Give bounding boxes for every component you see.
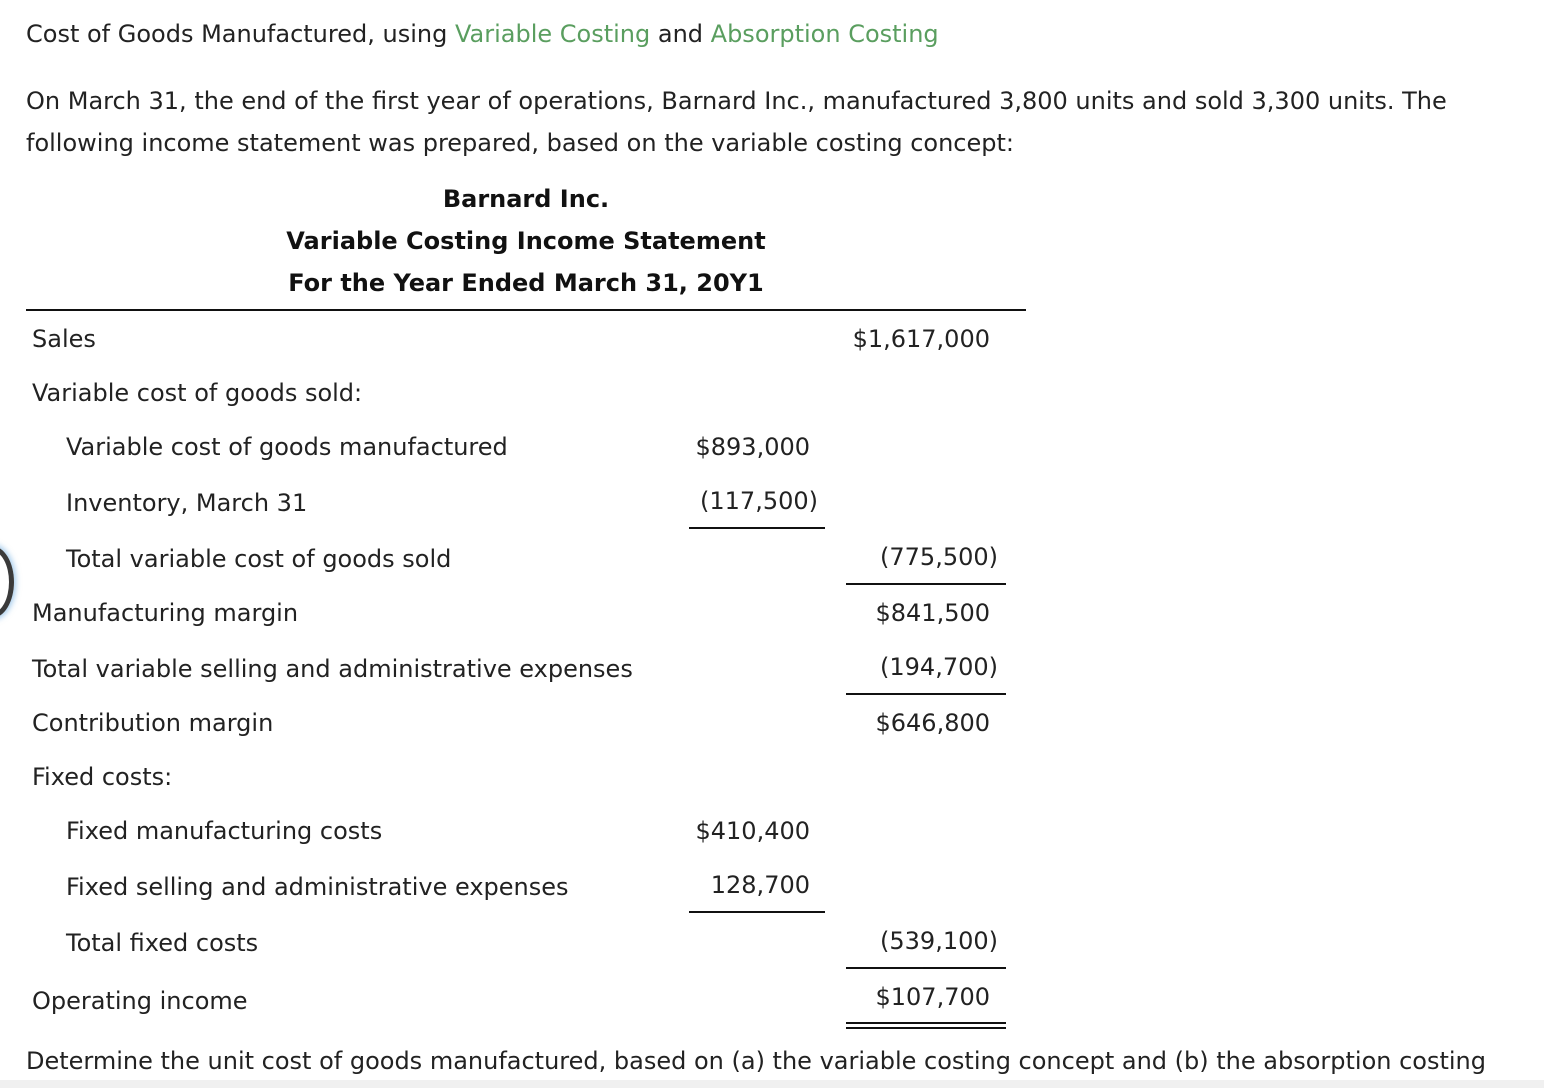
problem-title	[26, 17, 939, 51]
row-sales-label: Sales	[32, 325, 96, 353]
problem-intro: On March 31, the end of the first year of operations, Barnard Inc., manufactured 3,800 units and sold 3,300 units. The following income statement was prepared, based on the variable costing concept:	[26, 87, 1447, 157]
underline-total-vcogs	[846, 583, 1006, 585]
row-operating-income-amount: $107,700	[875, 983, 990, 1011]
title-prefix: Cost of Goods Manufactured, using	[26, 20, 455, 48]
row-vcogm-label: Variable cost of goods manufactured	[66, 433, 508, 461]
row-inventory-label: Inventory, March 31	[66, 489, 308, 517]
statement-company: Barnard Inc.	[442, 185, 610, 213]
bottom-scroll-edge	[0, 1080, 1544, 1088]
underline-inventory	[689, 527, 825, 529]
underline-total-fixed	[846, 967, 1006, 969]
row-var-sga-label: Total variable selling and administrative expenses	[32, 655, 633, 683]
row-inventory-amount: (117,500)	[700, 487, 818, 515]
row-fixed-sga-amount: 128,700	[710, 871, 810, 899]
statement-top-rule	[26, 309, 1026, 311]
row-mfg-margin-label: Manufacturing margin	[32, 599, 299, 627]
absorption-costing-term-link[interactable]: Absorption Costing	[710, 20, 939, 48]
row-fixed-mfg-label: Fixed manufacturing costs	[66, 817, 383, 845]
row-total-fixed-label: Total fixed costs	[66, 929, 259, 957]
row-fixed-header: Fixed costs:	[32, 763, 173, 791]
statement-period: For the Year Ended March 31, 20Y1	[288, 269, 764, 297]
row-operating-income-label: Operating income	[32, 987, 248, 1015]
row-vcogm-amount: $893,000	[695, 433, 810, 461]
row-vcogs-header: Variable cost of goods sold:	[32, 379, 363, 407]
title-middle: and	[650, 20, 711, 48]
double-underline-operating-income	[846, 1022, 1006, 1029]
problem-instruction: Determine the unit cost of goods manufactured, based on (a) the variable costing concept and (b) the absorption costing	[26, 1047, 1487, 1075]
row-fixed-mfg-amount: $410,400	[695, 817, 810, 845]
side-handle-icon[interactable]	[0, 546, 14, 618]
underline-fixed-sga	[689, 911, 825, 913]
row-total-fixed-amount: (539,100)	[880, 927, 998, 955]
statement-name: Variable Costing Income Statement	[286, 227, 766, 255]
row-sales-amount: $1,617,000	[852, 325, 990, 353]
row-contribution-label: Contribution margin	[32, 709, 274, 737]
row-var-sga-amount: (194,700)	[880, 653, 998, 681]
row-contribution-amount: $646,800	[875, 709, 990, 737]
row-mfg-margin-amount: $841,500	[875, 599, 990, 627]
row-fixed-sga-label: Fixed selling and administrative expenses	[66, 873, 569, 901]
variable-costing-term-link[interactable]: Variable Costing	[454, 20, 651, 48]
underline-var-sga	[846, 693, 1006, 695]
row-total-vcogs-label: Total variable cost of goods sold	[66, 545, 452, 573]
row-total-vcogs-amount: (775,500)	[880, 543, 998, 571]
